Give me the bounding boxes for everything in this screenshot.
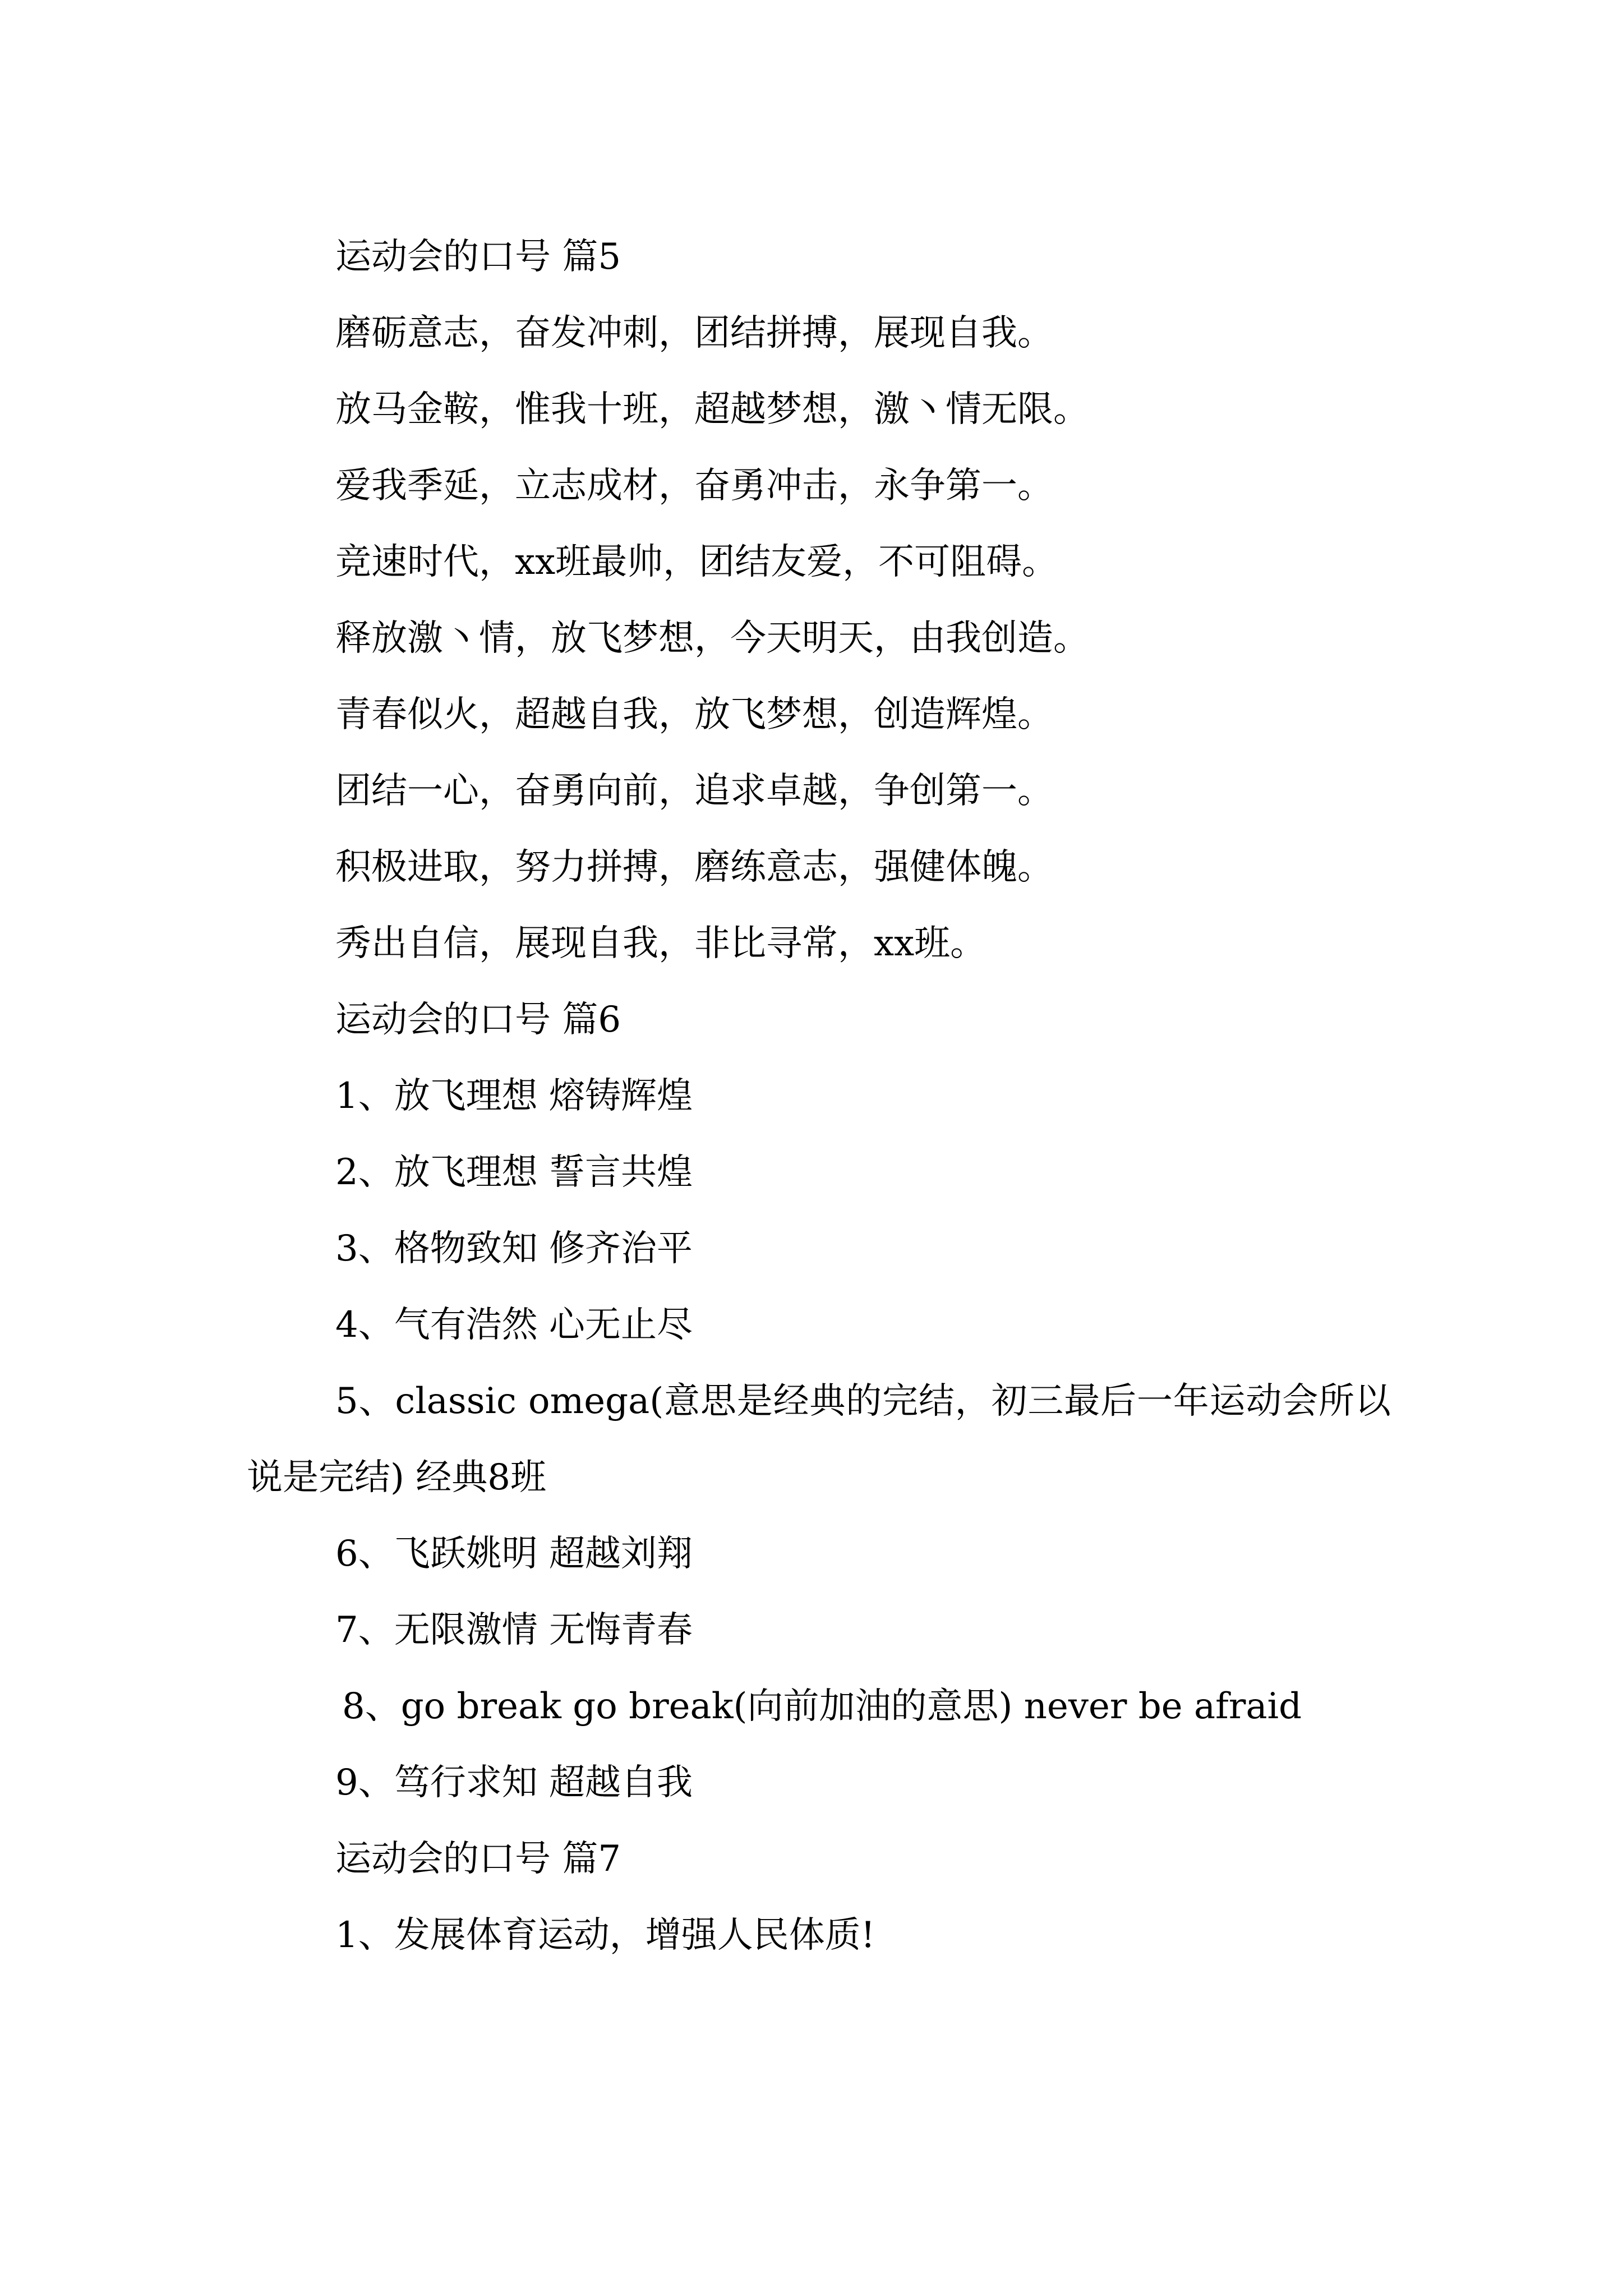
slogan-item: 3、格物致知 修齐治平 <box>335 1228 693 1269</box>
section-heading: 运动会的口号 篇7 <box>335 1838 621 1880</box>
slogan-line: 放马金鞍，惟我十班，超越梦想，激丶情无限。 <box>335 389 1089 430</box>
slogan-line: 青春似火，超越自我，放飞梦想，创造辉煌。 <box>335 694 1053 735</box>
slogan-item: 9、笃行求知 超越自我 <box>335 1762 693 1803</box>
slogan-line: 释放激丶情，放飞梦想，今天明天，由我创造。 <box>335 618 1089 659</box>
slogan-line: 秀出自信，展现自我，非比寻常，xx班。 <box>335 923 986 964</box>
slogan-line: 竞速时代，xx班最帅，团结友爱，不可阻碍。 <box>335 541 1058 583</box>
section-heading: 运动会的口号 篇5 <box>335 236 621 278</box>
slogan-item: 5、classic omega(意思是经典的完结，初三最后一年运动会所以说是完结) 经典8班 <box>247 1381 1391 1498</box>
slogan-item: 1、发展体育运动，增强人民体质! <box>335 1915 875 1956</box>
slogan-line: 团结一心，奋勇向前，追求卓越，争创第一。 <box>335 770 1053 812</box>
slogan-item: 1、放飞理想 熔铸辉煌 <box>335 1075 693 1117</box>
slogan-item: 8、go break go break(向前加油的意思) never be afraid <box>342 1686 1302 1727</box>
slogan-item: 7、无限激情 无悔青春 <box>335 1609 693 1651</box>
slogan-item: 4、气有浩然 心无止尽 <box>335 1304 693 1346</box>
slogan-item: 6、飞跃姚明 超越刘翔 <box>335 1533 693 1575</box>
section-heading: 运动会的口号 篇6 <box>335 999 621 1041</box>
slogan-line: 爱我季延，立志成材，奋勇冲击，永争第一。 <box>335 465 1053 507</box>
slogan-line: 磨砺意志，奋发冲刺，团结拼搏，展现自我。 <box>335 312 1053 354</box>
document-body <box>247 219 1391 1973</box>
slogan-line: 积极进取，努力拼搏，磨练意志，强健体魄。 <box>335 846 1053 888</box>
slogan-item: 2、放飞理想 誓言共煌 <box>335 1152 693 1193</box>
